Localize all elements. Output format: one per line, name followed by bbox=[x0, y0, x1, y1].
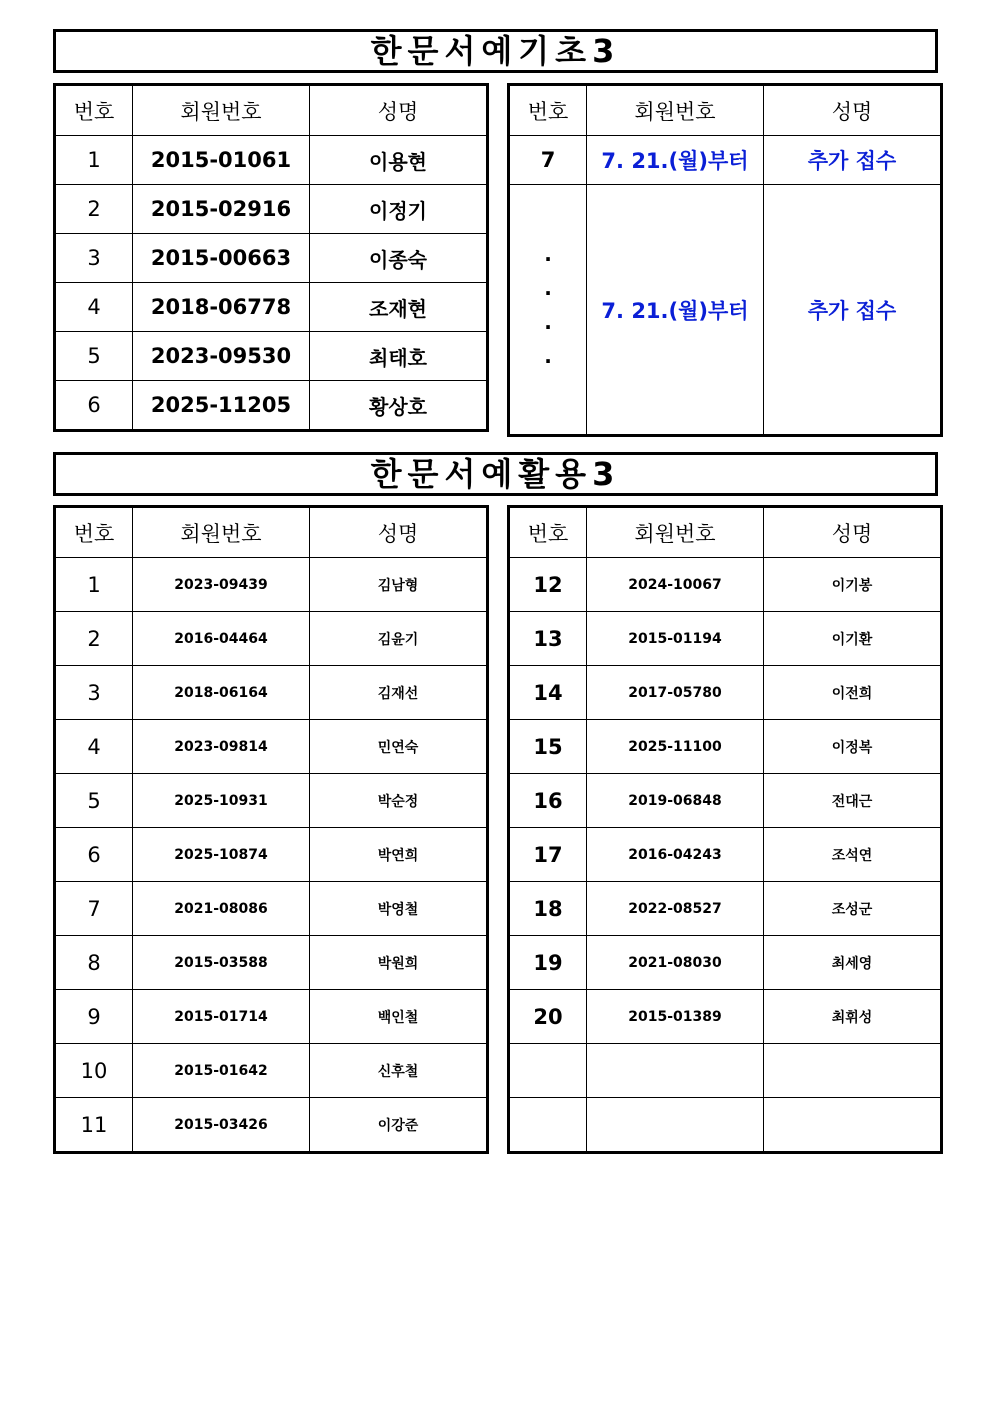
row-number bbox=[509, 1098, 587, 1153]
row-number: 19 bbox=[509, 936, 587, 990]
header-number: 번호 bbox=[509, 85, 587, 136]
member-name bbox=[764, 1044, 942, 1098]
member-id: 2023-09530 bbox=[133, 332, 310, 381]
row-number: 1 bbox=[55, 136, 133, 185]
section2-title: 한문서예활용3 bbox=[53, 452, 938, 496]
row-number bbox=[509, 1044, 587, 1098]
row-number: 16 bbox=[509, 774, 587, 828]
member-id: 2023-09814 bbox=[133, 720, 310, 774]
table-row bbox=[509, 882, 942, 936]
dot: · bbox=[544, 246, 552, 271]
header-name: 성명 bbox=[310, 507, 488, 558]
header-row bbox=[55, 85, 488, 136]
member-id: 2015-01642 bbox=[133, 1044, 310, 1098]
member-id: 2023-09439 bbox=[133, 558, 310, 612]
member-name: 이강준 bbox=[310, 1098, 488, 1153]
member-id: 2024-10067 bbox=[587, 558, 764, 612]
table-row bbox=[55, 185, 488, 234]
member-id bbox=[587, 1098, 764, 1153]
row-number: 4 bbox=[55, 720, 133, 774]
table-row bbox=[509, 1044, 942, 1098]
header-number: 번호 bbox=[55, 85, 133, 136]
row-number: 8 bbox=[55, 936, 133, 990]
row-number: 1 bbox=[55, 558, 133, 612]
member-name: 황상호 bbox=[310, 381, 488, 431]
member-id: 2015-00663 bbox=[133, 234, 310, 283]
notice-text: 추가 접수 bbox=[764, 136, 942, 185]
member-name: 이종숙 bbox=[310, 234, 488, 283]
row-number: 9 bbox=[55, 990, 133, 1044]
header-member-id: 회원번호 bbox=[133, 507, 310, 558]
section2-left-table bbox=[53, 505, 489, 1154]
member-name: 김윤기 bbox=[310, 612, 488, 666]
row-number: 3 bbox=[55, 234, 133, 283]
dot: · bbox=[544, 314, 552, 339]
table-row bbox=[509, 936, 942, 990]
dot: · bbox=[544, 348, 552, 373]
row-number: 12 bbox=[509, 558, 587, 612]
table-row bbox=[509, 720, 942, 774]
member-name: 이기봉 bbox=[764, 558, 942, 612]
table-row bbox=[55, 381, 488, 431]
table-row bbox=[509, 774, 942, 828]
member-name: 최휘성 bbox=[764, 990, 942, 1044]
member-id: 2019-06848 bbox=[587, 774, 764, 828]
member-name: 민연숙 bbox=[310, 720, 488, 774]
section2-right-body bbox=[509, 558, 942, 1153]
row-number: 2 bbox=[55, 612, 133, 666]
member-name: 신후철 bbox=[310, 1044, 488, 1098]
table-row bbox=[55, 612, 488, 666]
member-name: 김재선 bbox=[310, 666, 488, 720]
member-name: 최태호 bbox=[310, 332, 488, 381]
section2-right-table bbox=[507, 505, 943, 1154]
header-row bbox=[509, 85, 942, 136]
member-name: 조성군 bbox=[764, 882, 942, 936]
notice-date: 7. 21.(월)부터 bbox=[587, 185, 764, 436]
table-row bbox=[55, 136, 488, 185]
notice-date: 7. 21.(월)부터 bbox=[587, 136, 764, 185]
table-row bbox=[509, 136, 942, 185]
member-id: 2017-05780 bbox=[587, 666, 764, 720]
row-number: 3 bbox=[55, 666, 133, 720]
header-member-id: 회원번호 bbox=[587, 507, 764, 558]
table-row bbox=[55, 828, 488, 882]
header-name: 성명 bbox=[310, 85, 488, 136]
member-id: 2016-04464 bbox=[133, 612, 310, 666]
row-number: 5 bbox=[55, 332, 133, 381]
member-name: 조재현 bbox=[310, 283, 488, 332]
table-row bbox=[55, 720, 488, 774]
table-row bbox=[509, 1098, 942, 1153]
member-id: 2015-03588 bbox=[133, 936, 310, 990]
member-name: 조석연 bbox=[764, 828, 942, 882]
section1-right-table bbox=[507, 83, 943, 437]
member-id: 2018-06164 bbox=[133, 666, 310, 720]
member-id: 2018-06778 bbox=[133, 283, 310, 332]
table-row bbox=[55, 234, 488, 283]
table-row bbox=[509, 612, 942, 666]
member-name: 이정기 bbox=[310, 185, 488, 234]
header-name: 성명 bbox=[764, 507, 942, 558]
member-name: 박연희 bbox=[310, 828, 488, 882]
dots-cell bbox=[509, 185, 587, 436]
row-number: 7 bbox=[55, 882, 133, 936]
row-number: 6 bbox=[55, 828, 133, 882]
table-row bbox=[55, 774, 488, 828]
member-id: 2025-10931 bbox=[133, 774, 310, 828]
member-id: 2025-10874 bbox=[133, 828, 310, 882]
row-number: 4 bbox=[55, 283, 133, 332]
member-name: 이기환 bbox=[764, 612, 942, 666]
header-row bbox=[509, 507, 942, 558]
member-name: 김남형 bbox=[310, 558, 488, 612]
member-name: 박원희 bbox=[310, 936, 488, 990]
member-id: 2022-08527 bbox=[587, 882, 764, 936]
row-number: 13 bbox=[509, 612, 587, 666]
member-name: 백인철 bbox=[310, 990, 488, 1044]
member-id: 2016-04243 bbox=[587, 828, 764, 882]
table-row bbox=[55, 332, 488, 381]
table-row bbox=[55, 990, 488, 1044]
header-number: 번호 bbox=[509, 507, 587, 558]
table-row bbox=[509, 666, 942, 720]
table-row bbox=[55, 283, 488, 332]
member-name: 최세영 bbox=[764, 936, 942, 990]
section2-left-body bbox=[55, 558, 488, 1153]
member-id: 2015-01061 bbox=[133, 136, 310, 185]
table-row bbox=[55, 1044, 488, 1098]
member-id: 2015-01714 bbox=[133, 990, 310, 1044]
member-id: 2021-08086 bbox=[133, 882, 310, 936]
notice-text: 추가 접수 bbox=[764, 185, 942, 436]
member-id bbox=[587, 1044, 764, 1098]
row-number: 14 bbox=[509, 666, 587, 720]
member-name bbox=[764, 1098, 942, 1153]
table-row bbox=[55, 936, 488, 990]
table-row bbox=[509, 558, 942, 612]
row-number: 15 bbox=[509, 720, 587, 774]
member-id: 2015-01389 bbox=[587, 990, 764, 1044]
header-member-id: 회원번호 bbox=[587, 85, 764, 136]
merged-notice-row bbox=[509, 185, 942, 436]
row-number: 2 bbox=[55, 185, 133, 234]
row-number: 10 bbox=[55, 1044, 133, 1098]
member-name: 이용현 bbox=[310, 136, 488, 185]
table-row bbox=[55, 882, 488, 936]
header-number: 번호 bbox=[55, 507, 133, 558]
member-name: 이전희 bbox=[764, 666, 942, 720]
member-id: 2025-11100 bbox=[587, 720, 764, 774]
row-number: 7 bbox=[509, 136, 587, 185]
row-number: 5 bbox=[55, 774, 133, 828]
header-row bbox=[55, 507, 488, 558]
row-number: 20 bbox=[509, 990, 587, 1044]
header-name: 성명 bbox=[764, 85, 942, 136]
row-number: 6 bbox=[55, 381, 133, 431]
section1-title: 한문서예기초3 bbox=[53, 29, 938, 73]
section1-left-table bbox=[53, 83, 489, 432]
table-row bbox=[55, 558, 488, 612]
member-id: 2015-03426 bbox=[133, 1098, 310, 1153]
member-name: 이정복 bbox=[764, 720, 942, 774]
row-number: 17 bbox=[509, 828, 587, 882]
row-number: 11 bbox=[55, 1098, 133, 1153]
table-row bbox=[55, 666, 488, 720]
member-id: 2015-01194 bbox=[587, 612, 764, 666]
member-name: 전대근 bbox=[764, 774, 942, 828]
header-member-id: 회원번호 bbox=[133, 85, 310, 136]
dot: · bbox=[544, 280, 552, 305]
row-number: 18 bbox=[509, 882, 587, 936]
section1-left-body bbox=[55, 136, 488, 431]
member-id: 2015-02916 bbox=[133, 185, 310, 234]
member-name: 박영철 bbox=[310, 882, 488, 936]
member-id: 2021-08030 bbox=[587, 936, 764, 990]
table-row bbox=[509, 990, 942, 1044]
member-id: 2025-11205 bbox=[133, 381, 310, 431]
table-row bbox=[509, 828, 942, 882]
table-row bbox=[55, 1098, 488, 1153]
member-name: 박순정 bbox=[310, 774, 488, 828]
